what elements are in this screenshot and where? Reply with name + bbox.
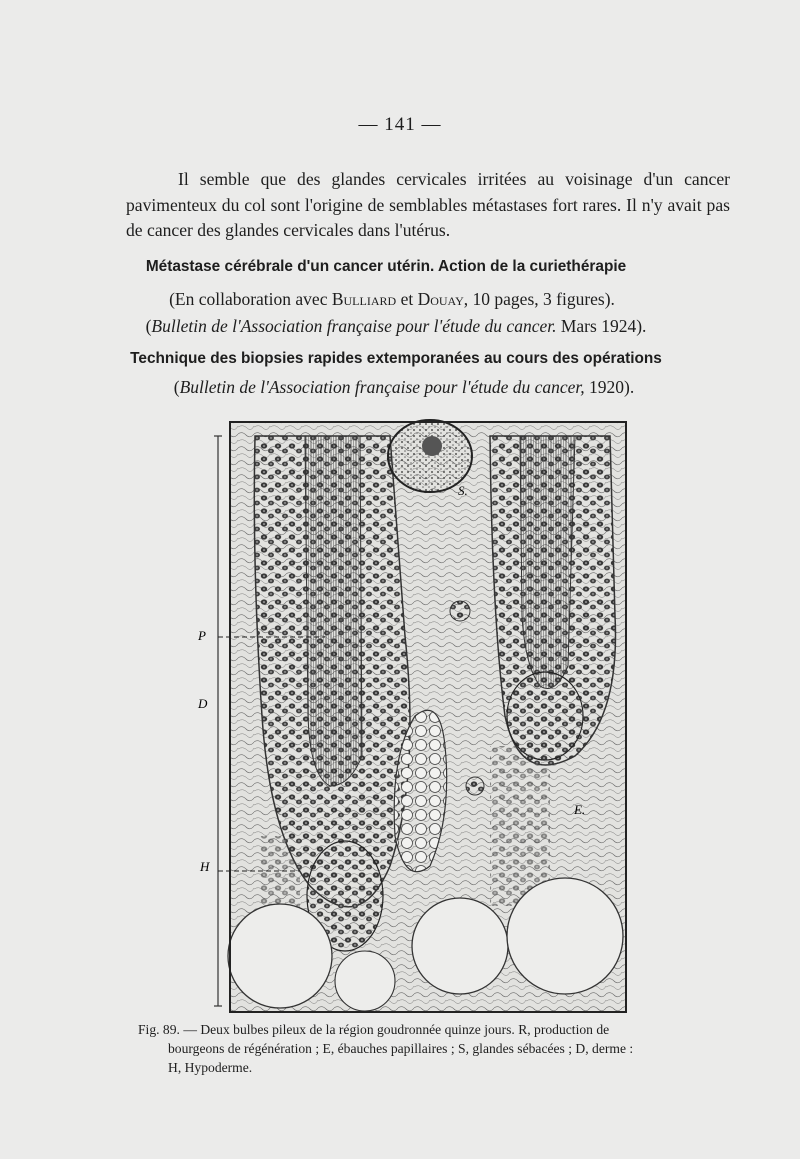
page-number: — 141 — [358, 114, 442, 135]
label-e: E. [574, 802, 586, 817]
bulletin-1-date: Mars 1924). [560, 316, 647, 336]
author-bulliard: Bulliard [331, 289, 397, 309]
section-title-metastase: Métastase cérébrale d'un cancer utérin. Action de la curiethérapie [145, 258, 627, 275]
body-paragraph [126, 167, 730, 244]
para-line-2: pavimenteux du col sont l'origine de semblables métastases fort rares. Il [126, 194, 637, 215]
bulletin-1-open: ( [145, 316, 152, 336]
section-title-biopsies: Technique des biopsies rapides extemporanées au cours des opérations [130, 350, 662, 367]
caption-fig-ref: Fig. 89. [138, 1022, 180, 1037]
right-hair-shaft [520, 436, 575, 689]
left-hair-shaft [305, 436, 362, 786]
collab-prefix: (En collaboration avec [169, 289, 328, 309]
label-p: P [198, 628, 206, 643]
caption-line-3: H, Hypoderme. [168, 1060, 253, 1075]
collaboration-line [0, 289, 792, 310]
collab-details: 10 pages, 3 figures). [472, 289, 615, 309]
fat-cell [507, 878, 623, 994]
histology-figure [190, 416, 640, 1016]
bulletin-1-title: Bulletin de l'Association française pour l'étude du cancer. [151, 316, 557, 336]
bulletin-reference-2 [4, 377, 800, 398]
fat-cell [412, 898, 508, 994]
figure-caption [138, 1020, 738, 1077]
author-douay: Douay, [417, 289, 469, 309]
collab-connector: et [400, 289, 414, 309]
sebaceous-gland [388, 420, 472, 492]
bulletin-reference-1 [0, 316, 796, 337]
bulletin-2-year: 1920). [589, 377, 635, 397]
caption-line-2: bourgeons de régénération ; E, ébauches papillaires ; S, glandes sébacées ; D, derme : [168, 1041, 634, 1056]
label-s: S. [458, 483, 468, 498]
para-line-1: Il semble que des glandes cervicales irritées au voisinage d'un cancer [178, 169, 730, 189]
bulletin-2-title: Bulletin de l'Association française pour l'étude du cancer, [179, 377, 585, 397]
bulletin-2-open: ( [173, 377, 180, 397]
label-d: D [198, 696, 208, 711]
fat-cell [335, 951, 395, 1011]
para-line-3: n'y avait pas de cancer des glandes cervicales dans l'utérus. [126, 194, 730, 240]
caption-text: — Deux bulbes pileux de la région goudronnée quinze jours. R, production de [183, 1022, 610, 1037]
fat-cell [228, 904, 332, 1008]
label-h: H [200, 859, 210, 874]
